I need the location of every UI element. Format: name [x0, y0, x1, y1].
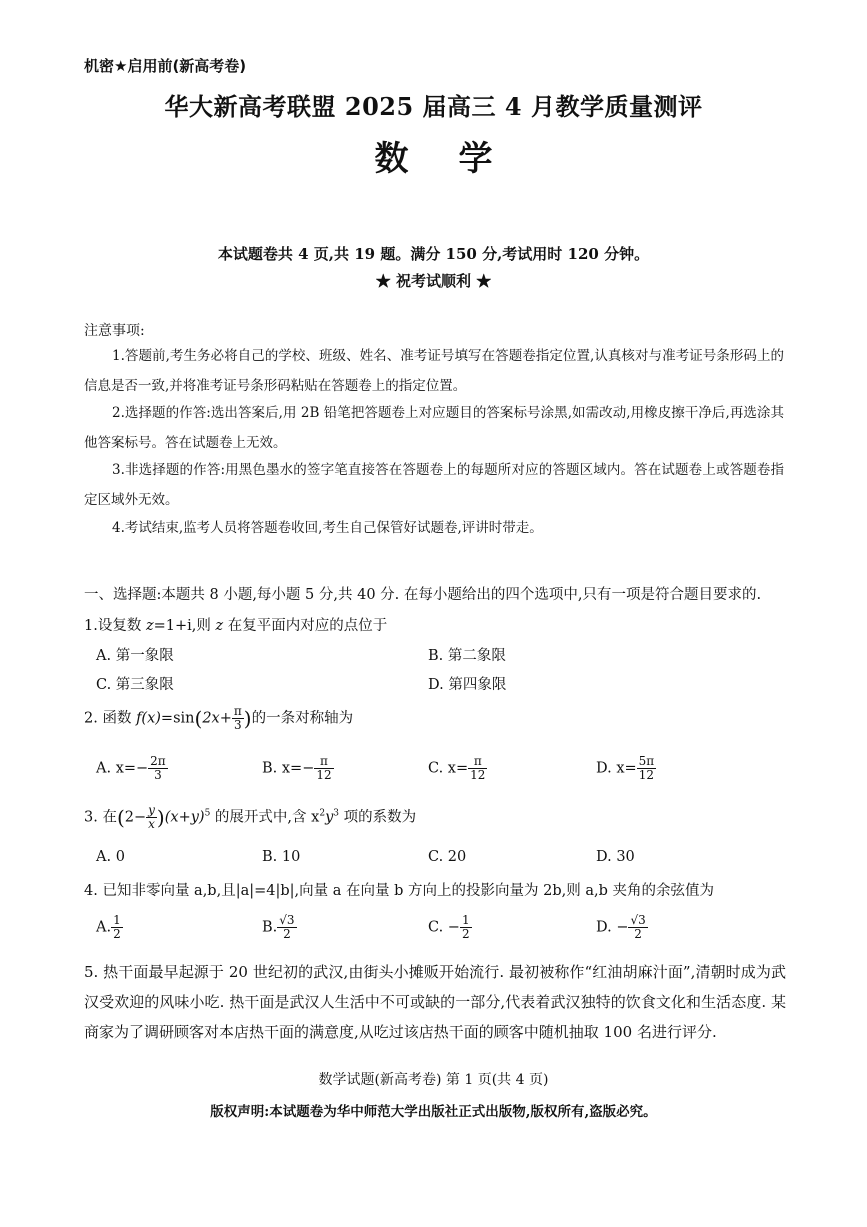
- question-2-option-d: D. x= $\frac{5\pi}{12}$: [596, 754, 655, 782]
- question-3-option-a: A. 0: [96, 849, 125, 865]
- notes-title: 注意事项:: [84, 323, 145, 339]
- note-item-3: 3.非选择题的作答:用黑色墨水的签字笔直接答在答题卷上的每题所对应的答题区域内。答在试题卷上或答题卷指定区域外无效。: [84, 462, 784, 508]
- question-1-option-c: C. 第三象限: [96, 677, 174, 693]
- question-1-option-a: A. 第一象限: [96, 648, 174, 664]
- question-2-option-c: C. x= $\frac{\pi}{12}$: [428, 754, 486, 782]
- note-item-4: 4.考试结束,监考人员将答题卷收回,考生自己保管好试题卷,评讲时带走。: [112, 520, 543, 536]
- question-2-option-a: A. x=− $\frac{2\pi}{3}$: [96, 754, 166, 782]
- section-heading: 一、选择题:本题共 8 小题,每小题 5 分,共 40 分. 在每小题给出的四个选项中,只有一项是符合题目要求的.: [84, 587, 762, 603]
- question-4-option-b: B. $\frac{√3}{2}$: [262, 913, 295, 941]
- question-3-option-b: B. 10: [262, 849, 301, 865]
- exam-summary: 本试题卷共 4 页,共 19 题。满分 150 分,考试用时 120 分钟。: [217, 245, 650, 263]
- note-item-1: 1.答题前,考生务必将自己的学校、班级、姓名、准考证号填写在答题卷指定位置,认真核对与准考证号条形码上的信息是否一致,并将准考证号条形码粘贴在答题卷上的指定位置。: [84, 348, 784, 394]
- question-4-option-c: C. − $\frac{1}{2}$: [428, 913, 470, 941]
- question-1-stem: 1.设复数 z=1+i,则 z 在复平面内对应的点位于: [84, 618, 388, 634]
- question-1-option-b: B. 第二象限: [428, 648, 506, 664]
- question-3-option-c: C. 20: [428, 849, 467, 865]
- question-3-stem: 3. 在(2− $\frac{y}{x}$ )$(x+y)^5$ 的展开式中,含 $x^2y^3$ 项的系数为: [84, 803, 417, 831]
- question-2-stem: 2. 函数 f(x)=sin(2x+ $\frac{\pi}{3}$ )的一条对称轴为: [84, 704, 354, 732]
- subject-title: 数学: [374, 139, 543, 179]
- question-4-option-a: A. $\frac{1}{2}$: [96, 913, 121, 941]
- question-4-option-d: D. − $\frac{√3}{2}$: [596, 913, 646, 941]
- good-luck-line: ★ 祝考试顺利 ★: [375, 272, 492, 290]
- exam-title: 华大新高考联盟 2025 届高三 4 月教学质量测评: [164, 92, 703, 121]
- question-3-option-d: D. 30: [596, 849, 635, 865]
- question-1-option-d: D. 第四象限: [428, 677, 507, 693]
- page-footer: 数学试题(新高考卷) 第 1 页(共 4 页): [318, 1072, 549, 1088]
- confidential-label: 机密★启用前(新高考卷): [84, 57, 247, 75]
- question-5-text: 5. 热干面最早起源于 20 世纪初的武汉,由街头小摊贩开始流行. 最初被称作“红油胡麻汁面”,清朝时成为武汉受欢迎的风味小吃. 热干面是武汉人生活中不可或缺的一部分,代表着武汉独特的饮食文化和生活态度. 某商家为了调研顾客对本店热干面的满意度,从吃过该店热干面的顾客中随机抽取 100 名进行评分.: [84, 963, 786, 1041]
- note-item-2: 2.选择题的作答:选出答案后,用 2B 铅笔把答题卷上对应题目的答案标号涂黑,如需改动,用橡皮擦干净后,再选涂其他答案标号。答在试题卷上无效。: [84, 405, 784, 451]
- copyright-notice: 版权声明:本试题卷为华中师范大学出版社正式出版物,版权所有,盗版必究。: [210, 1104, 657, 1120]
- question-4-stem: 4. 已知非零向量 a,b,且|a|=4|b|,向量 a 在向量 b 方向上的投影向量为 2b,则 a,b 夹角的余弦值为: [84, 883, 714, 899]
- question-2-option-b: B. x=− $\frac{\pi}{12}$: [262, 754, 332, 782]
